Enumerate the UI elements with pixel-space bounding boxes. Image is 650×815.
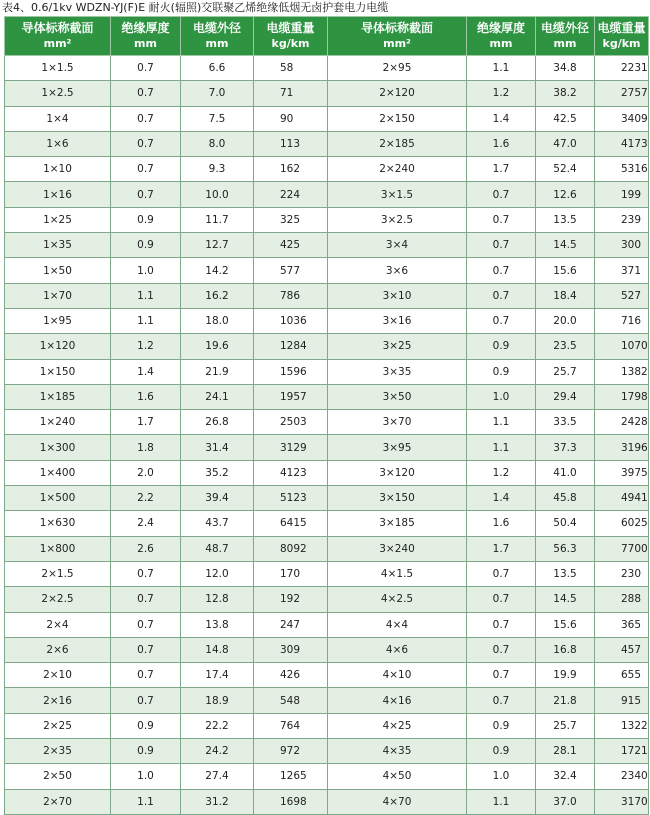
table-cell: 45.8 — [536, 486, 595, 511]
table-cell: 0.7 — [111, 106, 181, 131]
column-header — [5, 17, 111, 56]
table-cell: 1×630 — [5, 511, 111, 536]
table-cell: 1.6 — [467, 511, 536, 536]
column-header-unit: mm — [553, 37, 577, 50]
table-cell: 0.7 — [111, 157, 181, 182]
table-cell: 3×50 — [328, 384, 467, 409]
table-cell: 2×120 — [328, 81, 467, 106]
table-cell: 1284 — [254, 334, 328, 359]
table-cell: 16.2 — [181, 283, 254, 308]
table-cell: 1382 — [595, 359, 649, 384]
table-cell: 4941 — [595, 486, 649, 511]
table-cell: 0.7 — [467, 283, 536, 308]
table-cell: 3×2.5 — [328, 207, 467, 232]
table-cell: 0.9 — [111, 713, 181, 738]
table-row — [5, 536, 649, 561]
table-cell: 371 — [595, 258, 649, 283]
table-cell: 2×50 — [5, 764, 111, 789]
table-cell: 230 — [595, 561, 649, 586]
table-cell: 2×1.5 — [5, 561, 111, 586]
table-cell: 1.0 — [111, 764, 181, 789]
table-cell: 0.7 — [111, 182, 181, 207]
table-cell: 1.1 — [467, 410, 536, 435]
table-cell: 41.0 — [536, 460, 595, 485]
table-cell: 17.4 — [181, 663, 254, 688]
table-cell: 0.7 — [111, 612, 181, 637]
table-cell: 14.5 — [536, 233, 595, 258]
table-cell: 2×25 — [5, 713, 111, 738]
table-cell: 4×10 — [328, 663, 467, 688]
table-row — [5, 384, 649, 409]
table-cell: 786 — [254, 283, 328, 308]
table-cell: 1.2 — [467, 81, 536, 106]
table-cell: 9.3 — [181, 157, 254, 182]
table-cell: 0.7 — [467, 308, 536, 333]
table-cell: 14.2 — [181, 258, 254, 283]
table-cell: 2503 — [254, 410, 328, 435]
table-cell: 915 — [595, 688, 649, 713]
table-cell: 5123 — [254, 486, 328, 511]
table-cell: 2×35 — [5, 739, 111, 764]
table-cell: 4×70 — [328, 789, 467, 814]
table-cell: 50.4 — [536, 511, 595, 536]
table-cell: 1798 — [595, 384, 649, 409]
table-cell: 3×4 — [328, 233, 467, 258]
table-cell: 3196 — [595, 435, 649, 460]
table-cell: 1×25 — [5, 207, 111, 232]
table-cell: 0.7 — [111, 688, 181, 713]
table-cell: 1×10 — [5, 157, 111, 182]
column-header-label: 导体标称截面 — [360, 21, 433, 35]
table-cell: 457 — [595, 637, 649, 662]
table-cell: 0.9 — [467, 739, 536, 764]
table-cell: 3×95 — [328, 435, 467, 460]
table-cell: 1.4 — [467, 106, 536, 131]
table-cell: 56.3 — [536, 536, 595, 561]
table-cell: 3×6 — [328, 258, 467, 283]
table-cell: 1×35 — [5, 233, 111, 258]
table-cell: 1×300 — [5, 435, 111, 460]
table-cell: 47.0 — [536, 131, 595, 156]
table-cell: 13.5 — [536, 561, 595, 586]
column-header — [254, 17, 328, 56]
table-cell: 12.8 — [181, 587, 254, 612]
table-cell: 3×240 — [328, 536, 467, 561]
table-cell: 18.0 — [181, 308, 254, 333]
table-cell: 162 — [254, 157, 328, 182]
table-cell: 1.2 — [111, 334, 181, 359]
table-row — [5, 157, 649, 182]
table-cell: 28.1 — [536, 739, 595, 764]
table-cell: 4×2.5 — [328, 587, 467, 612]
table-cell: 224 — [254, 182, 328, 207]
table-cell: 2.6 — [111, 536, 181, 561]
table-cell: 19.9 — [536, 663, 595, 688]
table-cell: 1×800 — [5, 536, 111, 561]
table-cell: 43.7 — [181, 511, 254, 536]
column-header-label: 电缆重量 — [266, 21, 315, 35]
table-cell: 1×150 — [5, 359, 111, 384]
table-row — [5, 789, 649, 814]
table-cell: 0.7 — [111, 637, 181, 662]
table-cell: 426 — [254, 663, 328, 688]
table-cell: 6415 — [254, 511, 328, 536]
table-cell: 25.7 — [536, 359, 595, 384]
table-cell: 48.7 — [181, 536, 254, 561]
table-cell: 35.2 — [181, 460, 254, 485]
table-cell: 2×95 — [328, 56, 467, 81]
table-cell: 548 — [254, 688, 328, 713]
table-cell: 0.7 — [467, 258, 536, 283]
table-cell: 0.7 — [467, 233, 536, 258]
table-cell: 14.8 — [181, 637, 254, 662]
table-cell: 37.0 — [536, 789, 595, 814]
table-cell: 1721 — [595, 739, 649, 764]
table-row — [5, 207, 649, 232]
table-cell: 8092 — [254, 536, 328, 561]
table-cell: 5316 — [595, 157, 649, 182]
column-header-label: 电缆重量 — [597, 21, 646, 35]
table-row — [5, 511, 649, 536]
table-row — [5, 258, 649, 283]
table-cell: 26.8 — [181, 410, 254, 435]
table-cell: 1×16 — [5, 182, 111, 207]
table-cell: 18.9 — [181, 688, 254, 713]
table-cell: 3×120 — [328, 460, 467, 485]
table-cell: 0.7 — [111, 131, 181, 156]
table-cell: 1.0 — [467, 384, 536, 409]
table-cell: 4123 — [254, 460, 328, 485]
table-cell: 0.7 — [467, 663, 536, 688]
table-cell: 2428 — [595, 410, 649, 435]
table-cell: 1.1 — [467, 435, 536, 460]
column-header-unit: kg/km — [271, 37, 310, 50]
table-cell: 31.4 — [181, 435, 254, 460]
table-row — [5, 713, 649, 738]
table-cell: 2757 — [595, 81, 649, 106]
table-cell: 33.5 — [536, 410, 595, 435]
header-row — [5, 17, 649, 56]
table-cell: 1036 — [254, 308, 328, 333]
table-cell: 1698 — [254, 789, 328, 814]
table-cell: 7.0 — [181, 81, 254, 106]
table-cell: 1.4 — [111, 359, 181, 384]
table-cell: 3×1.5 — [328, 182, 467, 207]
table-row — [5, 612, 649, 637]
table-cell: 23.5 — [536, 334, 595, 359]
table-cell: 288 — [595, 587, 649, 612]
table-cell: 3×10 — [328, 283, 467, 308]
table-cell: 0.9 — [111, 207, 181, 232]
table-cell: 90 — [254, 106, 328, 131]
table-cell: 1596 — [254, 359, 328, 384]
column-header-unit: mm² — [43, 37, 72, 50]
table-cell: 0.7 — [111, 56, 181, 81]
table-cell: 34.8 — [536, 56, 595, 81]
table-cell: 1.6 — [111, 384, 181, 409]
table-cell: 22.2 — [181, 713, 254, 738]
table-cell: 764 — [254, 713, 328, 738]
table-cell: 12.0 — [181, 561, 254, 586]
table-cell: 39.4 — [181, 486, 254, 511]
table-cell: 1.2 — [467, 460, 536, 485]
table-cell: 1×185 — [5, 384, 111, 409]
table-cell: 1×4 — [5, 106, 111, 131]
table-cell: 0.9 — [111, 233, 181, 258]
table-cell: 16.8 — [536, 637, 595, 662]
table-row — [5, 663, 649, 688]
table-cell: 1×70 — [5, 283, 111, 308]
table-cell: 10.0 — [181, 182, 254, 207]
table-cell: 1.7 — [467, 157, 536, 182]
table-cell: 4×1.5 — [328, 561, 467, 586]
column-header-unit: mm — [134, 37, 157, 50]
table-cell: 14.5 — [536, 587, 595, 612]
table-row — [5, 131, 649, 156]
table-row — [5, 486, 649, 511]
column-header-label: 电缆外径 — [540, 21, 589, 35]
column-header — [595, 17, 649, 56]
table-row — [5, 739, 649, 764]
table-cell: 1.1 — [111, 308, 181, 333]
table-cell: 4×25 — [328, 713, 467, 738]
table-cell: 20.0 — [536, 308, 595, 333]
table-cell: 12.7 — [181, 233, 254, 258]
table-cell: 2×150 — [328, 106, 467, 131]
table-cell: 0.7 — [467, 637, 536, 662]
table-row — [5, 587, 649, 612]
table-row — [5, 359, 649, 384]
table-cell: 6025 — [595, 511, 649, 536]
table-cell: 1.1 — [111, 283, 181, 308]
table-cell: 31.2 — [181, 789, 254, 814]
table-cell: 4173 — [595, 131, 649, 156]
table-cell: 1.1 — [467, 789, 536, 814]
table-cell: 309 — [254, 637, 328, 662]
table-cell: 0.7 — [467, 207, 536, 232]
table-cell: 3×35 — [328, 359, 467, 384]
table-row — [5, 334, 649, 359]
table-cell: 113 — [254, 131, 328, 156]
table-row — [5, 764, 649, 789]
table-header — [5, 17, 649, 56]
column-header-unit: mm — [205, 37, 229, 50]
table-cell: 4×50 — [328, 764, 467, 789]
table-cell: 577 — [254, 258, 328, 283]
table-cell: 0.7 — [467, 561, 536, 586]
table-row — [5, 56, 649, 81]
table-cell: 1×120 — [5, 334, 111, 359]
table-cell: 24.1 — [181, 384, 254, 409]
table-cell: 1265 — [254, 764, 328, 789]
table-cell: 2×6 — [5, 637, 111, 662]
table-cell: 1×500 — [5, 486, 111, 511]
table-cell: 1070 — [595, 334, 649, 359]
column-header-label: 电缆外径 — [192, 21, 241, 35]
table-cell: 1.0 — [467, 764, 536, 789]
table-cell: 3129 — [254, 435, 328, 460]
table-cell: 13.5 — [536, 207, 595, 232]
table-cell: 655 — [595, 663, 649, 688]
table-cell: 0.7 — [467, 688, 536, 713]
table-cell: 1×240 — [5, 410, 111, 435]
table-cell: 4×16 — [328, 688, 467, 713]
table-cell: 21.9 — [181, 359, 254, 384]
column-header — [536, 17, 595, 56]
table-row — [5, 561, 649, 586]
table-cell: 15.6 — [536, 612, 595, 637]
column-header-unit: kg/km — [602, 37, 641, 50]
table-cell: 3×70 — [328, 410, 467, 435]
table-cell: 2340 — [595, 764, 649, 789]
table-cell: 2×16 — [5, 688, 111, 713]
table-cell: 3×16 — [328, 308, 467, 333]
table-row — [5, 435, 649, 460]
table-cell: 0.7 — [111, 587, 181, 612]
table-cell: 0.9 — [467, 713, 536, 738]
table-row — [5, 81, 649, 106]
table-cell: 18.4 — [536, 283, 595, 308]
table-cell: 0.7 — [467, 587, 536, 612]
table-cell: 239 — [595, 207, 649, 232]
table-row — [5, 460, 649, 485]
table-cell: 0.7 — [111, 663, 181, 688]
table-cell: 1.6 — [467, 131, 536, 156]
table-cell: 3409 — [595, 106, 649, 131]
table-cell: 192 — [254, 587, 328, 612]
table-cell: 2231 — [595, 56, 649, 81]
column-header — [328, 17, 467, 56]
table-cell: 1957 — [254, 384, 328, 409]
column-header — [181, 17, 254, 56]
table-cell: 71 — [254, 81, 328, 106]
table-cell: 170 — [254, 561, 328, 586]
table-cell: 32.4 — [536, 764, 595, 789]
table-cell: 1×2.5 — [5, 81, 111, 106]
table-cell: 4×35 — [328, 739, 467, 764]
table-cell: 2×185 — [328, 131, 467, 156]
table-cell: 0.9 — [467, 359, 536, 384]
table-body — [5, 56, 649, 815]
table-cell: 2×2.5 — [5, 587, 111, 612]
table-cell: 3170 — [595, 789, 649, 814]
table-cell: 15.6 — [536, 258, 595, 283]
table-cell: 3975 — [595, 460, 649, 485]
column-header-label: 绝缘厚度 — [121, 21, 170, 35]
table-cell: 1×50 — [5, 258, 111, 283]
column-header-label: 导体标称截面 — [21, 21, 94, 35]
table-cell: 42.5 — [536, 106, 595, 131]
column-header — [111, 17, 181, 56]
table-cell: 25.7 — [536, 713, 595, 738]
table-cell: 325 — [254, 207, 328, 232]
table-cell: 24.2 — [181, 739, 254, 764]
table-cell: 6.6 — [181, 56, 254, 81]
table-cell: 3×185 — [328, 511, 467, 536]
table-row — [5, 106, 649, 131]
table-cell: 1.8 — [111, 435, 181, 460]
table-row — [5, 410, 649, 435]
table-cell: 1×1.5 — [5, 56, 111, 81]
table-cell: 2×4 — [5, 612, 111, 637]
table-cell: 29.4 — [536, 384, 595, 409]
table-cell: 2.0 — [111, 460, 181, 485]
table-cell: 0.7 — [467, 612, 536, 637]
table-cell: 13.8 — [181, 612, 254, 637]
table-cell: 11.7 — [181, 207, 254, 232]
table-cell: 2×70 — [5, 789, 111, 814]
table-cell: 300 — [595, 233, 649, 258]
table-cell: 2.2 — [111, 486, 181, 511]
table-cell: 37.3 — [536, 435, 595, 460]
table-cell: 0.7 — [111, 561, 181, 586]
table-cell: 199 — [595, 182, 649, 207]
table-row — [5, 308, 649, 333]
table-cell: 1.4 — [467, 486, 536, 511]
table-cell: 2×240 — [328, 157, 467, 182]
cable-spec-table — [4, 16, 649, 815]
table-title: 表4、0.6/1kv WDZN-YJ(F)E 耐火(辐照)交联聚乙烯绝缘低烟无卤护套电力电缆 — [2, 1, 389, 14]
table-row — [5, 233, 649, 258]
table-cell: 0.7 — [111, 81, 181, 106]
column-header — [467, 17, 536, 56]
table-cell: 1.7 — [111, 410, 181, 435]
table-row — [5, 688, 649, 713]
table-row — [5, 182, 649, 207]
table-cell: 8.0 — [181, 131, 254, 156]
table-cell: 247 — [254, 612, 328, 637]
table-cell: 21.8 — [536, 688, 595, 713]
table-cell: 1322 — [595, 713, 649, 738]
table-row — [5, 283, 649, 308]
table-cell: 4×6 — [328, 637, 467, 662]
table-cell: 2×10 — [5, 663, 111, 688]
column-header-unit: mm² — [383, 37, 411, 50]
table-cell: 3×150 — [328, 486, 467, 511]
table-cell: 12.6 — [536, 182, 595, 207]
table-cell: 38.2 — [536, 81, 595, 106]
table-cell: 1.1 — [111, 789, 181, 814]
table-cell: 1.0 — [111, 258, 181, 283]
table-row — [5, 637, 649, 662]
table-cell: 52.4 — [536, 157, 595, 182]
table-cell: 1×400 — [5, 460, 111, 485]
table-cell: 1.1 — [467, 56, 536, 81]
table-cell: 58 — [254, 56, 328, 81]
table-cell: 527 — [595, 283, 649, 308]
table-cell: 7.5 — [181, 106, 254, 131]
table-cell: 0.9 — [111, 739, 181, 764]
table-cell: 1×95 — [5, 308, 111, 333]
table-cell: 1×6 — [5, 131, 111, 156]
table-cell: 27.4 — [181, 764, 254, 789]
table-cell: 7700 — [595, 536, 649, 561]
column-header-label: 绝缘厚度 — [476, 21, 525, 35]
table-cell: 972 — [254, 739, 328, 764]
table-cell: 19.6 — [181, 334, 254, 359]
table-cell: 1.7 — [467, 536, 536, 561]
table-cell: 365 — [595, 612, 649, 637]
column-header-unit: mm — [489, 37, 513, 50]
table-cell: 0.9 — [467, 334, 536, 359]
table-cell: 0.7 — [467, 182, 536, 207]
table-cell: 2.4 — [111, 511, 181, 536]
table-cell: 425 — [254, 233, 328, 258]
table-cell: 3×25 — [328, 334, 467, 359]
table-cell: 716 — [595, 308, 649, 333]
table-cell: 4×4 — [328, 612, 467, 637]
